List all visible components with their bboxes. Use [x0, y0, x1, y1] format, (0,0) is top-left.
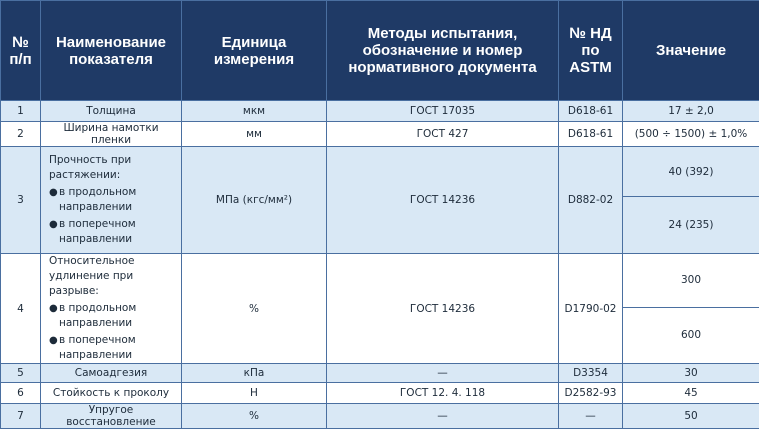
cell-method: ГОСТ 14236: [327, 254, 559, 364]
cell-astm: D618-61: [559, 101, 623, 122]
cell-astm: D618-61: [559, 122, 623, 147]
bullet-icon: ●: [49, 217, 59, 232]
sub-item: ●в продольном: [49, 301, 178, 316]
cell-method: —: [327, 364, 559, 383]
header-row: [1, 1, 759, 101]
header-num: № п/п: [1, 1, 41, 101]
sub-item: ●в поперечном: [49, 333, 178, 348]
table-row: [1, 254, 759, 308]
sub-item: ●в продольном: [49, 185, 178, 200]
header-method: Методы испытания, обозначение и номер нормативного документа: [327, 1, 559, 101]
header-unit: Единица измерения: [182, 1, 327, 101]
header-value: Значение: [623, 1, 759, 101]
cell-method: —: [327, 404, 559, 429]
cell-value: 40 (392): [623, 147, 759, 197]
name-line: удлинение при разрыве:: [49, 269, 178, 299]
cell-value: 50: [623, 404, 759, 429]
cell-name: Самоадгезия: [41, 364, 182, 383]
cell-num: 1: [1, 101, 41, 122]
cell-num: 5: [1, 364, 41, 383]
cell-value: 30: [623, 364, 759, 383]
cell-unit: %: [182, 254, 327, 364]
bullet-icon: ●: [49, 301, 59, 316]
cell-num: 3: [1, 147, 41, 254]
cell-num: 7: [1, 404, 41, 429]
sub-item-cont: направлении: [49, 316, 178, 331]
cell-method: ГОСТ 12. 4. 118: [327, 383, 559, 404]
cell-astm: D3354: [559, 364, 623, 383]
cell-value: 300: [623, 254, 759, 308]
cell-method: ГОСТ 14236: [327, 147, 559, 254]
cell-method: ГОСТ 17035: [327, 101, 559, 122]
cell-value: 45: [623, 383, 759, 404]
cell-unit: кПа: [182, 364, 327, 383]
cell-unit: МПа (кгс/мм²): [182, 147, 327, 254]
bullet-icon: ●: [49, 185, 59, 200]
cell-unit: мкм: [182, 101, 327, 122]
sub-item-cont: направлении: [49, 200, 178, 215]
cell-name: [41, 254, 182, 364]
name-line: растяжении:: [49, 168, 178, 183]
table-row: [1, 147, 759, 197]
table-row: [1, 383, 759, 404]
cell-astm: D882-02: [559, 147, 623, 254]
cell-value: (500 ÷ 1500) ± 1,0%: [623, 122, 759, 147]
cell-astm: —: [559, 404, 623, 429]
table-row: [1, 101, 759, 122]
cell-name: Упругое восстановление: [41, 404, 182, 429]
cell-value: 17 ± 2,0: [623, 101, 759, 122]
header-astm: № НД по ASTM: [559, 1, 623, 101]
cell-astm: D1790-02: [559, 254, 623, 364]
table-row: [1, 122, 759, 147]
header-name: Наименование показателя: [41, 1, 182, 101]
cell-num: 6: [1, 383, 41, 404]
cell-name: Толщина: [41, 101, 182, 122]
table-row: [1, 404, 759, 429]
cell-name: [41, 147, 182, 254]
cell-name: Ширина намотки пленки: [41, 122, 182, 147]
cell-value: 24 (235): [623, 197, 759, 254]
sub-item-cont: направлении: [49, 232, 178, 247]
name-line: Прочность при: [49, 153, 178, 168]
sub-item: ●в поперечном: [49, 217, 178, 232]
cell-unit: мм: [182, 122, 327, 147]
cell-unit: Н: [182, 383, 327, 404]
cell-astm: D2582-93: [559, 383, 623, 404]
cell-value: 600: [623, 307, 759, 363]
cell-num: 4: [1, 254, 41, 364]
cell-num: 2: [1, 122, 41, 147]
cell-method: ГОСТ 427: [327, 122, 559, 147]
name-line: Относительное: [49, 254, 178, 269]
table-row: [1, 364, 759, 383]
cell-name: Стойкость к проколу: [41, 383, 182, 404]
sub-item-cont: направлении: [49, 348, 178, 363]
cell-unit: %: [182, 404, 327, 429]
bullet-icon: ●: [49, 333, 59, 348]
